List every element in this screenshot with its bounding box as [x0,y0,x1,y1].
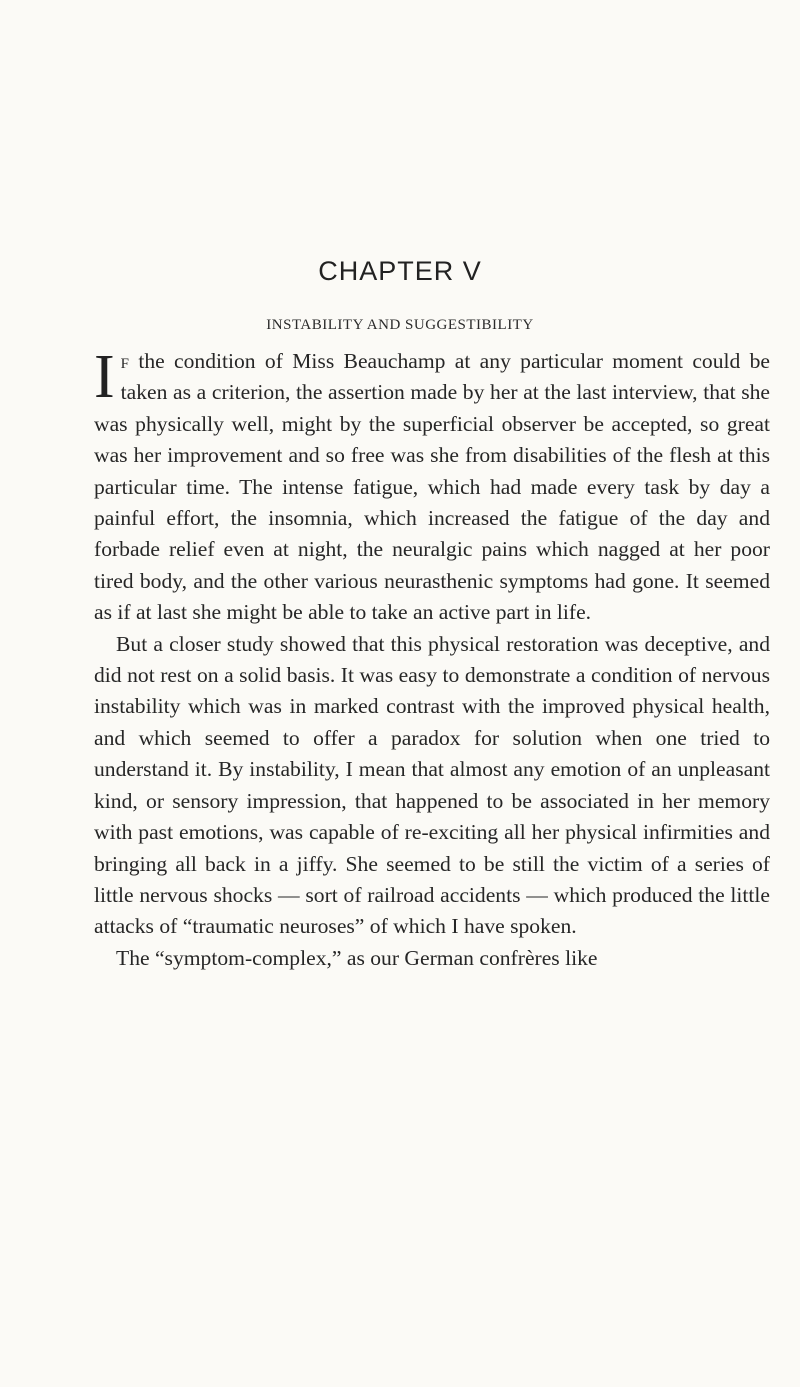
chapter-title: CHAPTER V [318,256,482,286]
paragraph-2: But a closer study showed that this physical restoration was deceptive, and did not rest on a solid basis. It was easy to demonstrate a condition of nervous instability which was in marked contrast with the improved physical health, and which seemed to offer a paradox for solution when one tried to understand it. By instability, I mean that almost any emotion of an unpleasant kind, or sensory impression, that happened to be associated in her memory with past emotions, was capable of re-exciting all her physical infirmities and bringing all back in a jiffy. She seemed to be still the victim of a series of little nervous shocks — sort of railroad accidents — which produced the little attacks of “traumatic neuroses” of which I have spoken. [94,631,770,939]
drop-cap-lead: f [120,349,129,373]
paragraph-1-text: the condition of Miss Beauchamp at any particular moment could be taken as a criterion, the assertion made by her at the last interview, that she was physically well, might by the superficial observer be accepted, so great was her improvement and so free was she from disabilities of the flesh at this particular time. The intense fatigue, which had made every task by day a painful effort, the insomnia, which increased the fatigue of the day and forbade relief even at night, the neuralgic pains which nagged at her poor tired body, and the other various neurasthenic symptoms had gone. It seemed as if at last she might be able to take an active part in life. [94,349,770,625]
chapter-subtitle: INSTABILITY AND SUGGESTIBILITY [266,317,534,333]
paragraph-1 [94,343,770,629]
body-text [94,343,770,974]
drop-cap: I [94,343,115,411]
paragraph-3: The “symptom-complex,” as our German confrères like [116,945,598,970]
